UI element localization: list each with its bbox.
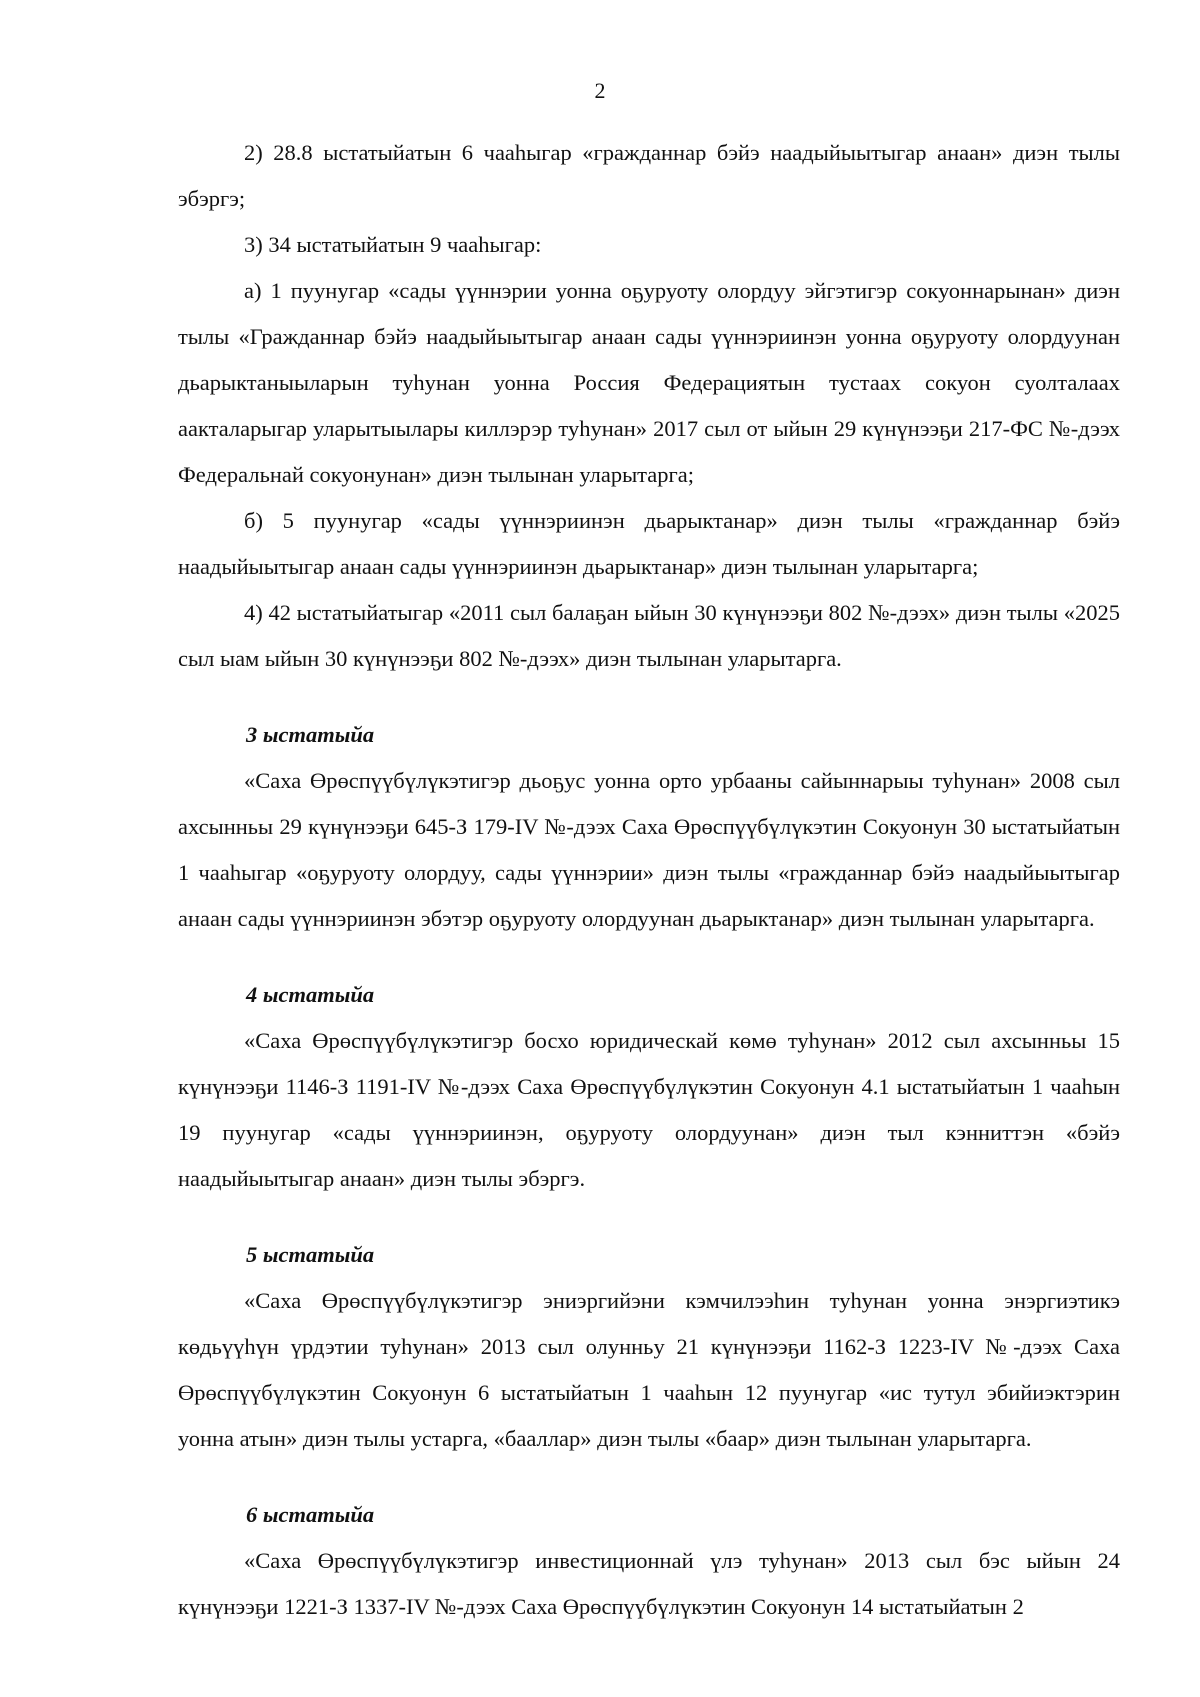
list-item-3: 3) 34 ыстатыйатын 9 чааһыгар: [244,232,542,257]
article-text: «Саха Өрөспүүбүлүкэтигэр эниэргийэни кэмчилээһин туһунан уонна энэргиэтикэ көдьүүһүн үрдэтии туһунан» 2013 сыл олунньу 21 күнүнээҕи 1162-З 1223-IV №-дээх Саха Өрөспүүбүлүкэтин Сокуонун 6 ыстатыйатын 1 чааһын 12 пуунугар «ис тутул эбийиэктэрин уонна атын» диэн тылы устарга, «бааллар» диэн тылы «баар» диэн тылынан уларытарга. [178,1288,1120,1451]
article-heading: 4 ыстатыйа [246,982,375,1007]
document-body [178,130,1120,1630]
article-3 [178,712,1120,942]
article-6 [178,1492,1120,1630]
list-item-3b: б) 5 пуунугар «сады үүннэриинэн дьарыктанар» диэн тылы «гражданнар бэйэ наадыйыытыгар анаан сады үүннэриинэн дьарыктанар» диэн тылынан уларытарга; [178,508,1120,579]
article-heading: 5 ыстатыйа [246,1242,375,1267]
article-text: «Саха Өрөспүүбүлүкэтигэр инвестиционнай үлэ туһунан» 2013 сыл бэс ыйын 24 күнүнээҕи 1221-З 1337-IV №-дээх Саха Өрөспүүбүлүкэтин Сокуонун 14 ыстатыйатын 2 [178,1548,1120,1619]
article-text: «Саха Өрөспүүбүлүкэтигэр босхо юридическай көмө туһунан» 2012 сыл ахсынньы 15 күнүнээҕи 1146-З 1191-IV №-дээх Саха Өрөспүүбүлүкэтин Сокуонун 4.1 ыстатыйатын 1 чааһын 19 пуунугар «сады үүннэриинэн, оҕуруоту олордуунан» диэн тыл кэнниттэн «бэйэ наадыйыытыгар анаан» диэн тылы эбэргэ. [178,1028,1120,1191]
page-number: 2 [594,78,606,103]
list-item-2: 2) 28.8 ыстатыйатын 6 чааһыгар «гражданнар бэйэ наадыйыытыгар анаан» диэн тылы эбэргэ; [178,140,1120,211]
article-heading: 3 ыстатыйа [246,722,375,747]
article-4 [178,972,1120,1202]
article-text: «Саха Өрөспүүбүлүкэтигэр дьоҕус уонна орто урбааны сайыннарыы туһунан» 2008 сыл ахсынньы 29 күнүнээҕи 645-З 179-IV №-дээх Саха Өрөспүүбүлүкэтин Сокуонун 30 ыстатыйатын 1 чааһыгар «оҕуруоту олордуу, сады үүннэрии» диэн тылы «гражданнар бэйэ наадыйыытыгар анаан сады үүннэриинэн эбэтэр оҕуруоту олордуунан дьарыктанар» диэн тылынан уларытарга. [178,768,1120,931]
article-heading: 6 ыстатыйа [246,1502,375,1527]
article-5 [178,1232,1120,1462]
list-item-3a: а) 1 пуунугар «сады үүннэрии уонна оҕуруоту олордуу эйгэтигэр сокуоннарынан» диэн тылы «Гражданнар бэйэ наадыйыытыгар анаан сады үүннэриинэн уонна оҕуруоту олордуунан дьарыктаныыларын туһунан уонна Россия Федерациятын тустаах сокуон суолталаах аакталарыгар уларытыылары киллэрэр туһунан» 2017 сыл от ыйын 29 күнүнээҕи 217-ФС №-дээх Федеральнай сокуонунан» диэн тылынан уларытарга; [178,278,1120,487]
list-item-4: 4) 42 ыстатыйатыгар «2011 сыл балаҕан ыйын 30 күнүнээҕи 802 №-дээх» диэн тылы «2025 сыл ыам ыйын 30 күнүнээҕи 802 №-дээх» диэн тылынан уларытарга. [178,600,1120,671]
